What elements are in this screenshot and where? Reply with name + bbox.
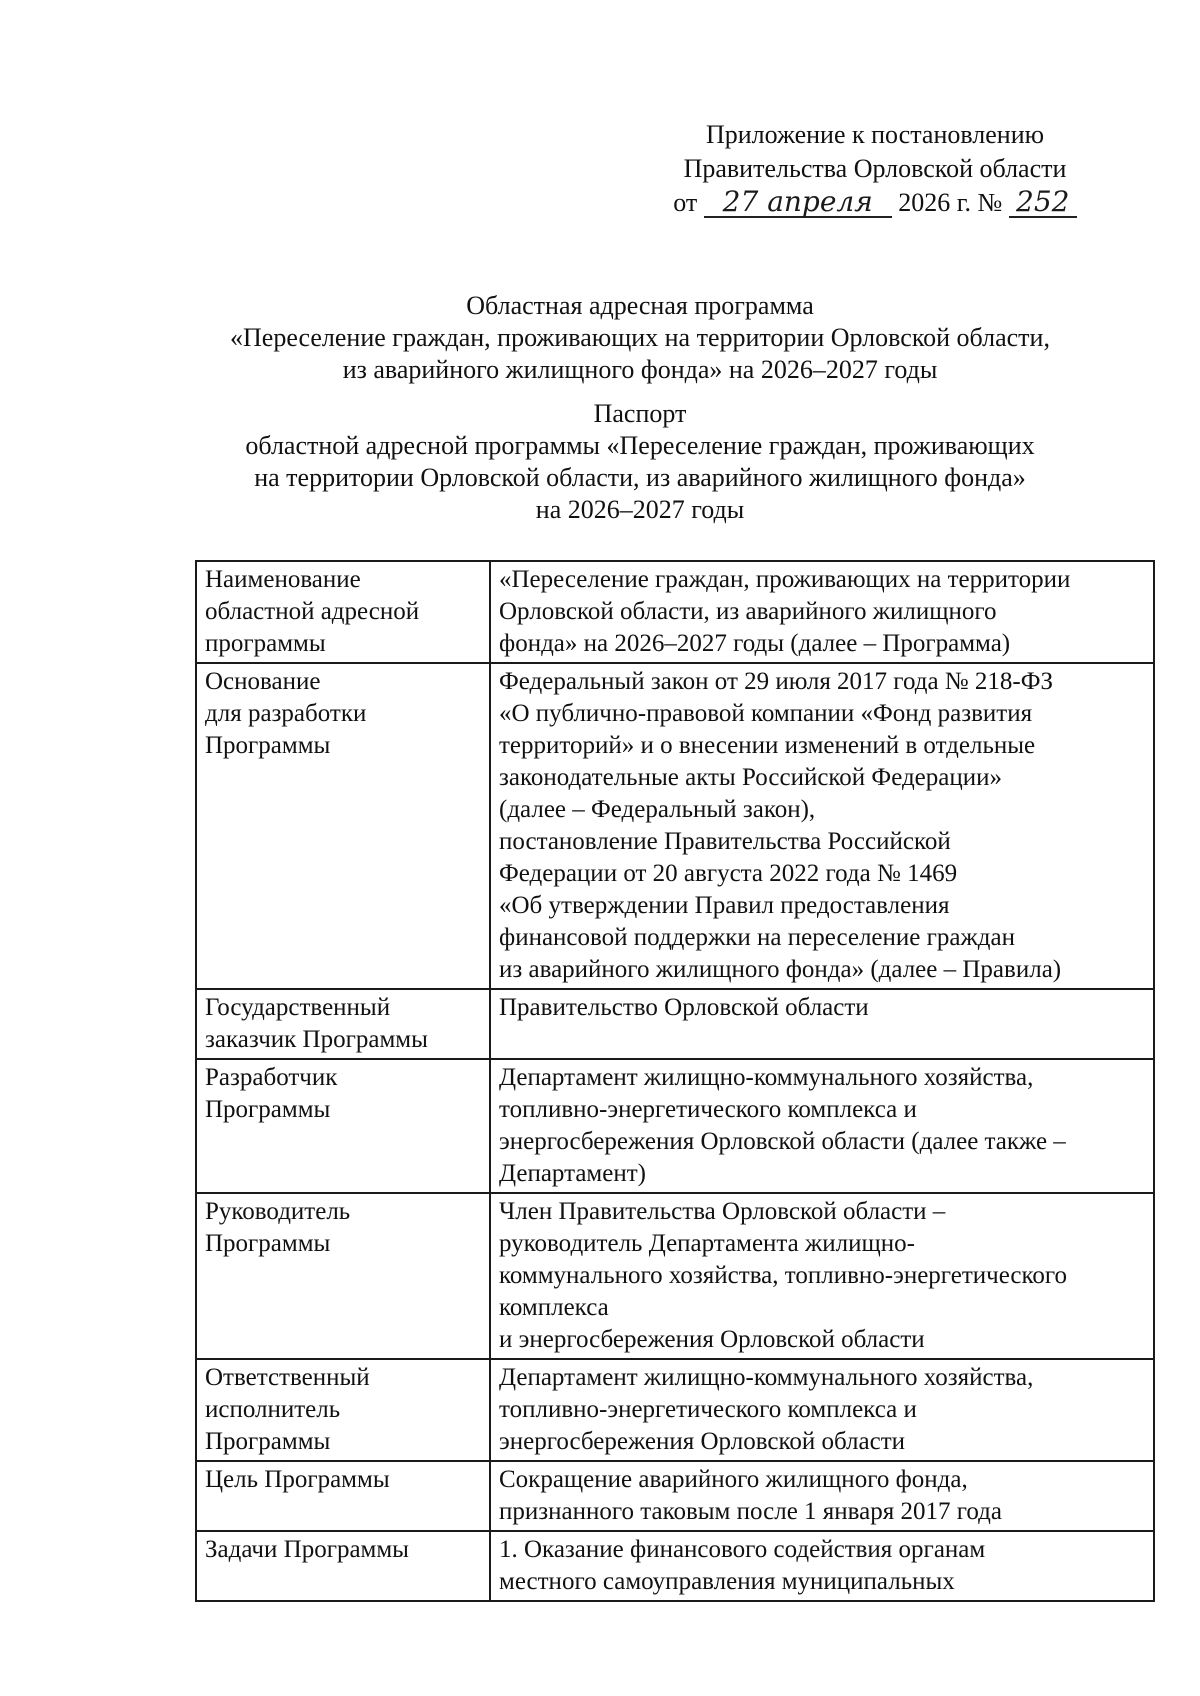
row-value-line: из аварийного жилищного фонда» (далее – Правила): [499, 956, 1062, 983]
table-row: [196, 1461, 1154, 1531]
appendix-line-2: Правительства Орловской области: [683, 154, 1067, 183]
row-value-line: Сокращение аварийного жилищного фонда,: [499, 1466, 968, 1493]
document-titles: [150, 290, 1130, 526]
row-label-line: Программы: [205, 1230, 331, 1257]
row-value-cell: [490, 561, 1154, 663]
row-value-line: финансовой поддержки на переселение граждан: [499, 924, 1015, 951]
table-row: [196, 663, 1154, 989]
row-value-cell: [490, 1193, 1154, 1359]
row-value-line: Департамент): [499, 1160, 646, 1187]
passport-table-body: [196, 561, 1154, 1601]
table-row: [196, 561, 1154, 663]
row-value-line: «Переселение граждан, проживающих на территории: [499, 566, 1071, 593]
table-row: [196, 1531, 1154, 1601]
passport-table: [195, 560, 1155, 1602]
row-label-line: Программы: [205, 1428, 331, 1455]
row-value-line: Правительство Орловской области: [499, 994, 869, 1021]
row-value-line: «О публично-правовой компании «Фонд развития: [499, 700, 1033, 727]
program-title-line-2: «Переселение граждан, проживающих на территории Орловской области,: [230, 323, 1050, 352]
row-label-cell: [196, 1059, 490, 1193]
row-label-cell: [196, 1359, 490, 1461]
row-label-line: Руководитель: [205, 1198, 351, 1225]
row-value-line: 1. Оказание финансового содействия органам: [499, 1536, 986, 1563]
row-value-line: территорий» и о внесении изменений в отдельные: [499, 732, 1036, 759]
row-label-cell: [196, 989, 490, 1059]
appendix-year: 2026 г. №: [898, 188, 1003, 217]
row-label-cell: [196, 1531, 490, 1601]
passport-title-line-4: на 2026–2027 годы: [535, 495, 745, 524]
handwritten-number: 252: [1009, 188, 1077, 218]
row-value-line: законодательные акты Российской Федерации»: [499, 764, 1003, 791]
row-value-line: фонда» на 2026–2027 годы (далее – Программа): [499, 630, 1011, 657]
row-label-cell: [196, 1193, 490, 1359]
row-label-line: заказчик Программы: [205, 1026, 428, 1053]
row-label-line: Ответственный: [205, 1364, 370, 1391]
row-value-cell: [490, 1059, 1154, 1193]
row-label-line: программы: [205, 630, 326, 657]
row-label-cell: [196, 663, 490, 989]
row-label-line: для разработки: [205, 700, 367, 727]
row-value-line: комплекса: [499, 1294, 609, 1321]
row-label-line: Наименование: [205, 566, 361, 593]
row-value-line: местного самоуправления муниципальных: [499, 1568, 955, 1595]
appendix-prefix: от: [673, 188, 698, 217]
row-value-line: Департамент жилищно-коммунального хозяйства,: [499, 1364, 1034, 1391]
row-value-line: Орловской области, из аварийного жилищного: [499, 598, 997, 625]
row-value-line: топливно-энергетического комплекса и: [499, 1396, 917, 1423]
program-title-line-1: Областная адресная программа: [466, 291, 814, 320]
row-label-cell: [196, 561, 490, 663]
table-row: [196, 1193, 1154, 1359]
row-value-line: Федеральный закон от 29 июля 2017 года № 218-ФЗ: [499, 668, 1053, 695]
row-value-line: Департамент жилищно-коммунального хозяйства,: [499, 1064, 1034, 1091]
table-row: [196, 1059, 1154, 1193]
row-label-line: областной адресной: [205, 598, 420, 625]
appendix-block: [640, 118, 1110, 220]
row-label-line: исполнитель: [205, 1396, 341, 1423]
row-value-line: руководитель Департамента жилищно-: [499, 1230, 915, 1257]
appendix-line-1: Приложение к постановлению: [705, 120, 1045, 149]
row-value-line: энергосбережения Орловской области (далее также –: [499, 1128, 1066, 1155]
passport-title-line-2: областной адресной программы «Переселение граждан, проживающих: [245, 431, 1035, 460]
table-row: [196, 989, 1154, 1059]
row-value-line: энергосбережения Орловской области: [499, 1428, 906, 1455]
program-title-line-3: из аварийного жилищного фонда» на 2026–2027 годы: [342, 355, 938, 384]
row-label-line: Программы: [205, 1096, 331, 1123]
row-value-cell: [490, 1461, 1154, 1531]
passport-title-line-1: Паспорт: [593, 399, 687, 428]
passport-title-line-3: на территории Орловской области, из аварийного жилищного фонда»: [254, 463, 1026, 492]
row-value-cell: [490, 663, 1154, 989]
row-value-line: признанного таковым после 1 января 2017 года: [499, 1498, 1002, 1525]
row-value-line: постановление Правительства Российской: [499, 828, 951, 855]
handwritten-date: 27 апреля: [704, 188, 892, 218]
row-value-cell: [490, 1359, 1154, 1461]
table-row: [196, 1359, 1154, 1461]
row-value-line: коммунального хозяйства, топливно-энергетического: [499, 1262, 1068, 1289]
row-value-line: Федерации от 20 августа 2022 года № 1469: [499, 860, 958, 887]
row-value-line: «Об утверждении Правил предоставления: [499, 892, 950, 919]
row-value-line: топливно-энергетического комплекса и: [499, 1096, 917, 1123]
row-label-line: Государственный: [205, 994, 391, 1021]
row-label-cell: [196, 1461, 490, 1531]
row-value-cell: [490, 989, 1154, 1059]
row-value-line: (далее – Федеральный закон),: [499, 796, 816, 823]
row-value-line: Член Правительства Орловской области –: [499, 1198, 946, 1225]
row-label-line: Цель Программы: [205, 1466, 390, 1493]
row-label-line: Программы: [205, 732, 331, 759]
row-value-line: и энергосбережения Орловской области: [499, 1326, 925, 1353]
row-label-line: Основание: [205, 668, 321, 695]
row-label-line: Разработчик: [205, 1064, 338, 1091]
row-value-cell: [490, 1531, 1154, 1601]
appendix-date-line: [640, 186, 1110, 220]
row-label-line: Задачи Программы: [205, 1536, 409, 1563]
